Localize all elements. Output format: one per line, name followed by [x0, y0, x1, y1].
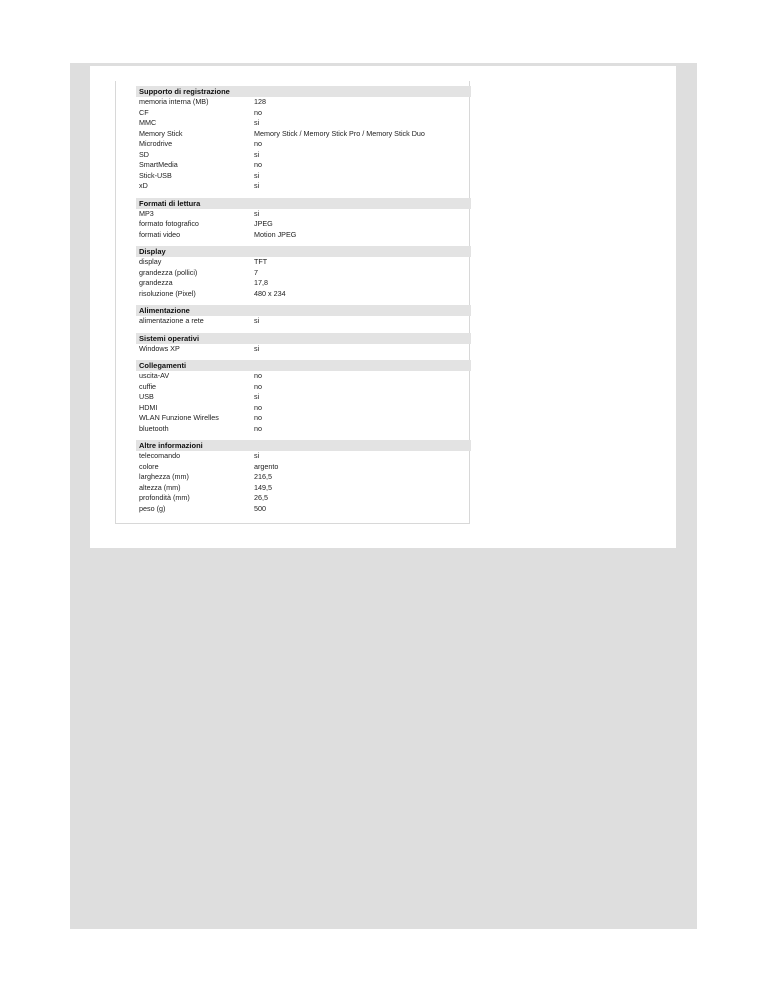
spec-row	[116, 209, 469, 220]
spec-label: Microdrive	[139, 139, 173, 148]
spec-label: Windows XP	[139, 343, 180, 353]
spec-row	[116, 129, 469, 140]
spec-row	[116, 392, 469, 403]
spec-label: risoluzione (Pixel)	[139, 288, 196, 298]
section-title: Collegamenti	[136, 360, 471, 371]
spec-value: 7	[254, 267, 258, 277]
section-title: Sistemi operativi	[136, 333, 471, 344]
spec-row	[116, 278, 469, 289]
spec-label: grandezza	[139, 278, 173, 287]
spec-value: no	[254, 160, 262, 169]
spec-value: TFT	[254, 257, 268, 266]
spec-row	[116, 504, 469, 515]
spec-label: larghezza (mm)	[139, 472, 189, 481]
spec-label: Stick-USB	[139, 170, 172, 180]
spec-row	[116, 403, 469, 414]
spec-value: no	[254, 413, 262, 422]
spec-row	[116, 108, 469, 119]
spec-row	[116, 289, 469, 300]
spec-row	[116, 462, 469, 473]
spec-section	[116, 440, 469, 514]
spec-value: si	[254, 118, 260, 127]
spec-label: xD	[139, 181, 148, 190]
spec-row	[116, 160, 469, 171]
spec-label: telecomando	[139, 451, 181, 460]
spec-section	[116, 246, 469, 299]
spec-row	[116, 344, 469, 355]
spec-value: si	[254, 392, 260, 401]
spec-value: si	[254, 170, 260, 180]
spec-label: HDMI	[139, 402, 158, 412]
spec-value: argento	[254, 461, 279, 471]
spec-row	[116, 451, 469, 462]
spec-label: peso (g)	[139, 503, 166, 513]
spec-row	[116, 371, 469, 382]
spec-value: si	[254, 181, 260, 190]
spec-value: JPEG	[254, 219, 273, 228]
spec-table	[115, 81, 470, 524]
spec-value: 128	[254, 97, 266, 106]
spec-label: Memory Stick	[139, 128, 183, 138]
spec-value: no	[254, 107, 262, 117]
section-title: Supporto di registrazione	[136, 86, 471, 97]
spec-row	[116, 413, 469, 424]
spec-value: no	[254, 371, 262, 380]
content-panel	[90, 66, 676, 548]
spec-label: grandezza (pollici)	[139, 267, 198, 277]
spec-section	[116, 198, 469, 241]
spec-value: no	[254, 381, 262, 391]
spec-value: 216,5	[254, 472, 272, 481]
spec-section	[116, 86, 469, 192]
spec-value: si	[254, 208, 260, 218]
spec-row	[116, 382, 469, 393]
spec-row	[116, 472, 469, 483]
spec-value: Motion JPEG	[254, 229, 297, 239]
spec-value: no	[254, 402, 262, 412]
spec-label: colore	[139, 461, 159, 471]
spec-value: Memory Stick / Memory Stick Pro / Memory Stick Duo	[254, 128, 425, 138]
spec-value: no	[254, 139, 262, 148]
spec-label: WLAN Funzione Wirelles	[139, 413, 219, 422]
spec-section	[116, 333, 469, 355]
spec-row	[116, 97, 469, 108]
spec-label: SmartMedia	[139, 160, 178, 169]
spec-row	[116, 483, 469, 494]
spec-label: formato fotografico	[139, 219, 199, 228]
spec-row	[116, 181, 469, 192]
spec-label: formati video	[139, 229, 181, 239]
spec-value: si	[254, 316, 260, 325]
page-background	[70, 63, 697, 929]
spec-row	[116, 219, 469, 230]
spec-row	[116, 257, 469, 268]
section-title: Display	[136, 246, 471, 257]
section-title: Alimentazione	[136, 305, 471, 316]
spec-row	[116, 171, 469, 182]
spec-value: si	[254, 451, 260, 460]
spec-label: MMC	[139, 118, 157, 127]
section-title: Altre informazioni	[136, 440, 471, 451]
spec-value: 149,5	[254, 482, 272, 492]
spec-section	[116, 360, 469, 434]
spec-value: 500	[254, 503, 266, 513]
spec-value: si	[254, 149, 260, 159]
spec-label: profondità (mm)	[139, 493, 190, 502]
spec-value: 480 x 234	[254, 288, 286, 298]
spec-value: si	[254, 343, 260, 353]
spec-value: 17,8	[254, 278, 268, 287]
spec-row	[116, 493, 469, 504]
spec-label: altezza (mm)	[139, 482, 181, 492]
spec-section	[116, 305, 469, 327]
spec-row	[116, 230, 469, 241]
spec-row	[116, 424, 469, 435]
spec-label: bluetooth	[139, 423, 169, 433]
spec-label: cuffie	[139, 381, 157, 391]
spec-row	[116, 139, 469, 150]
spec-label: MP3	[139, 208, 154, 218]
spec-label: uscita-AV	[139, 371, 170, 380]
spec-label: alimentazione a rete	[139, 316, 204, 325]
spec-label: USB	[139, 392, 154, 401]
spec-value: no	[254, 423, 262, 433]
spec-label: CF	[139, 107, 149, 117]
spec-row	[116, 268, 469, 279]
spec-row	[116, 150, 469, 161]
spec-value: 26,5	[254, 493, 268, 502]
spec-label: SD	[139, 149, 149, 159]
spec-row	[116, 316, 469, 327]
section-title: Formati di lettura	[136, 198, 471, 209]
spec-row	[116, 118, 469, 129]
spec-label: memoria interna (MB)	[139, 97, 209, 106]
spec-label: display	[139, 257, 162, 266]
